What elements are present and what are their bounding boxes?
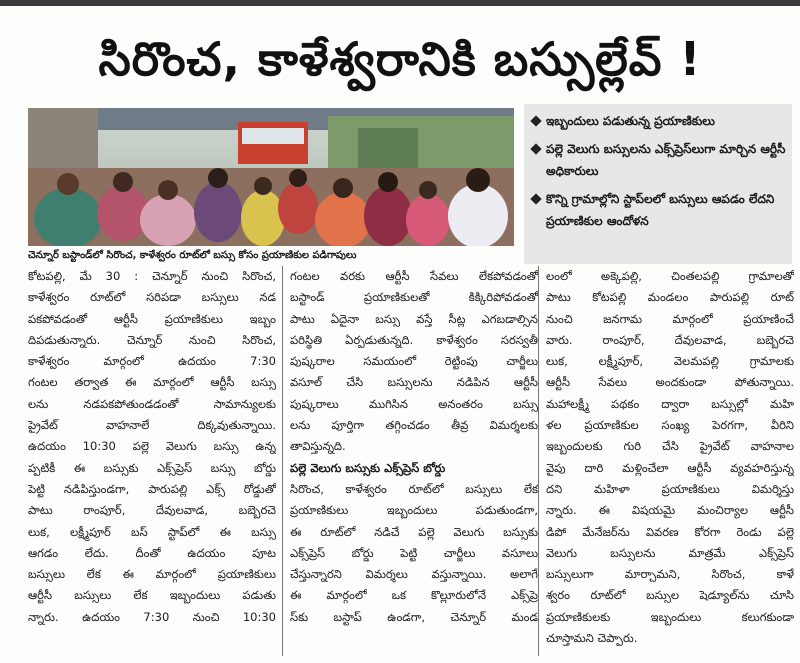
text-line: డిపో మేనేజర్‌ను వివరణ కోరగా రెండు పల్లె — [546, 524, 794, 539]
text-line: కాళేశ్వరం మార్గంలో ఉదయం 7:30 — [28, 354, 276, 369]
text-line: వసూల్ చేసి బస్సులను నడిపిన ఆర్టీసీ — [290, 375, 538, 390]
text-line: స్‌కు బస్టాప్ ఉండగా, చెన్నూర్ మండ — [290, 609, 538, 624]
highlights-box — [524, 104, 792, 264]
text-line: లను నడపకపోతుండడంతో సామాన్యులకు — [28, 396, 276, 411]
highlight-item — [530, 188, 786, 232]
text-line: ఈ మార్గంలో ఒక కొల్లూరులోనే ఎక్స్‌ప్రె — [290, 588, 538, 603]
text-line: బస్సులు లేక ఈ మార్గంలో ప్రయాణికులు — [28, 567, 276, 582]
highlight-text: పల్లె వెలుగు బస్సులను ఎక్స్‌ప్రెస్‌లుగా మార్చిన ఆర్టీసీ అధికారులు — [546, 142, 786, 178]
text-line: న్నారు. ఉదయం 7:30 నుంచి 10:30 — [28, 609, 276, 624]
text-line: పెట్టి నడిపిస్తుండగా, పారుపల్లి ఎక్స్ రోడ్డుతో — [28, 481, 276, 496]
text-line: ళల ప్రయాణికుల సంఖ్య పెరగగా, వీరిని — [546, 418, 794, 433]
text-line: లుక, లక్ష్మీపూర్ బస్ స్టాప్‌లో ఈ బస్సు — [28, 524, 276, 539]
text-line: మహాలక్ష్మీ పథకం ద్వారా బస్సుల్లో మహి — [546, 396, 794, 411]
text-line: చేస్తున్నారని విమర్శలు వస్తున్నాయి. అలాగే — [290, 567, 538, 582]
photo-caption: చెన్నూర్ బస్టాండ్‌లో సిరొంచ, కాళేశ్వరం రూట్‌లో బస్సు కోసం ప్రయాణికుల పడిగాపులు — [28, 250, 357, 261]
text-line: ఇబ్బందులకు గురి చేసి ప్రైవేట్ వాహనాల — [546, 439, 794, 454]
text-line: కాళేశ్వరం రూట్‌లో సరిపడా బస్సులు నడ — [28, 290, 276, 305]
text-line: ప్రైవేట్ వాహనాలే దిక్కవుతున్నాయి. — [28, 418, 276, 433]
text-line: ఆర్టీసీ సేవలు అందకుండా పోతున్నాయి. — [546, 375, 794, 390]
text-line: బస్సులుగా మార్చామని, సిరొంచ, కాళే — [546, 567, 794, 582]
column-divider — [282, 266, 283, 656]
diamond-bullet-icon — [530, 193, 541, 204]
text-line: పకపోవడంతో ఆర్టీసీ ప్రయాణికులు ఇబ్బం — [28, 311, 276, 326]
text-line: ఆగడం లేదు. దీంతో ఉదయం పూట — [28, 545, 276, 560]
text-line: పుష్కరాలు ముగిసిన అనంతరం బస్సు — [290, 396, 538, 411]
text-line: గంటల వరకు ఆర్టీసీ సేవలు లేకపోవడంతో — [290, 269, 538, 283]
text-line: పాటు కోటపల్లి మండలం పారుపల్లి రూట్ — [546, 290, 794, 305]
top-border — [0, 0, 800, 6]
highlight-text: ఇబ్బందులు పడుతున్న ప్రయాణికులు — [546, 114, 715, 128]
text-line: వైపు దారి మళ్లించేలా ఆర్టీసీ వ్యవహరిస్తున్న — [546, 460, 794, 475]
text-line: దని మహిళా ప్రయాణికులు విమర్శిస్తు — [546, 481, 794, 496]
text-line: చూస్తామని చెప్పారు. — [546, 631, 638, 646]
text-line: లుక, లక్ష్మీపూర్, వెలమపల్లి గ్రామాలకు — [546, 354, 794, 369]
text-line: కోటపల్లి, మే 30 : చెన్నూర్ నుంచి సిరొంచ, — [28, 269, 276, 283]
text-line: ఎక్స్‌ప్రెస్ బోర్డు పెట్టి చార్జీలు వసూలు — [290, 545, 538, 560]
article-column-2 — [290, 266, 538, 658]
text-line: ఈ రూట్‌లో నడిచే పల్లె వెలుగు బస్సుకు — [290, 524, 538, 539]
text-line: ఉదయం 10:30 పల్లె వెలుగు బస్సు ఉన్న — [28, 439, 276, 454]
text-line: శ్వరం రూట్‌లో బస్సుల షెడ్యూల్‌ను చూసి — [546, 588, 794, 603]
text-line: ప్రయాణికులు ఇబ్బందులు పడుతుండగా, — [290, 503, 538, 518]
text-line: తావిస్తున్నది. — [290, 439, 346, 454]
text-line: ప్పటికీ ఈ బస్సుకు ఎక్స్‌ప్రెస్ బస్సు బోర్డు — [28, 460, 276, 475]
text-line: సిరొంచ, కాళేశ్వరం రూట్‌లో బస్సులు లేక — [290, 481, 538, 496]
text-line: వెలుగు బస్సులను మాత్రమే ఎక్స్‌ప్రెస్ — [546, 545, 794, 560]
bus-stand-crowd-photo — [28, 108, 514, 246]
highlight-item — [530, 138, 786, 182]
diamond-bullet-icon — [530, 143, 541, 154]
text-line: పరిస్థితి ఏర్పడుతున్నది. కాళేశ్వరం సరస్వతీ — [290, 332, 538, 347]
text-line: దిపడుతున్నారు. చెన్నూర్ నుంచి సిరొంచ, — [28, 332, 276, 347]
column-divider — [538, 266, 539, 656]
news-photo — [28, 108, 514, 246]
article-column-1 — [28, 266, 276, 658]
subheading: పల్లె వెలుగు బస్సుకు ఎక్స్‌ప్రెస్ బోర్డు — [290, 460, 446, 475]
highlight-item — [530, 110, 786, 132]
text-line: లంలో అక్కెపల్లి, చింతలపల్లి గ్రామాలతో — [546, 269, 794, 283]
text-line: ఆర్టీసీ బస్సులు లేక ఇబ్బందులు పడుతు — [28, 588, 276, 603]
text-line: నుంచి జనగామ మార్గంలో ప్రయాణించే — [546, 311, 794, 326]
highlight-text: కొన్ని గ్రామాల్లోని స్టాప్‌లలో బస్సులు ఆపడం లేదని ప్రయాణికుల ఆందోళన — [546, 192, 775, 228]
diamond-bullet-icon — [530, 115, 541, 126]
text-line: పాటు ఏదైనా బస్సు వస్తే సీట్ల ఎగబడాల్సిన — [290, 311, 538, 326]
text-line: గంటల తర్వాత ఈ మార్గంలో ఆర్టీసీ బస్సు — [28, 375, 276, 390]
article-column-3 — [546, 266, 794, 658]
headline: సిరొంచ, కాళేశ్వరానికి బస్సుల్లేవ్ ! — [98, 32, 702, 86]
text-line: న్నారు. ఈ విషయమై మంచిర్యాల ఆర్టీసీ — [546, 503, 794, 518]
text-line: బస్టాండ్ ప్రయాణికులతో కిక్కిరిపోవడంతో — [290, 290, 538, 305]
text-line: ప్రయాణికులకు ఇబ్బందులు కలుగకుండా — [546, 609, 794, 624]
text-line: పుష్కరాల సమయంలో రెట్టింపు చార్జీలు — [290, 354, 538, 369]
text-line: పాటు రాంపూర్, దేవులవాడ, బబ్బెరచె — [28, 503, 276, 518]
text-line: వారు. రాంపూర్, దేవులవాడ, బబ్బెరచె — [546, 332, 794, 347]
text-line: లను పూర్తిగా తగ్గించడం తీవ్ర విమర్శలకు — [290, 418, 538, 433]
